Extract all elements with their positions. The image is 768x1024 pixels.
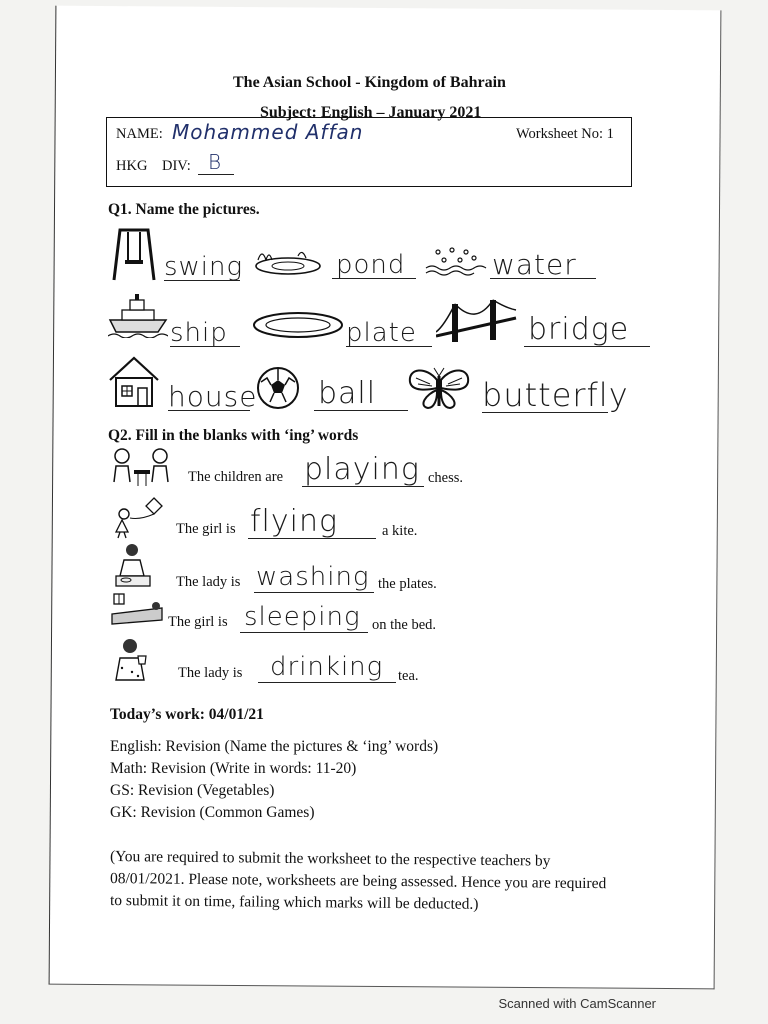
note-line-3: to submit it on time, failing which marks will be deducted.) [109, 892, 479, 913]
q2-s2-answer: flying [250, 504, 339, 539]
q1-answer-plate: plate [346, 318, 417, 348]
div-label: DIV: [162, 158, 191, 174]
water-icon [424, 246, 488, 276]
q2-s1-before: The children are [188, 469, 284, 485]
q2-s1-answer: playing [304, 452, 420, 487]
ball-icon [256, 366, 300, 410]
q2-heading: Q2. Fill in the blanks with ‘ing’ words [108, 427, 359, 444]
name-label: NAME: [116, 126, 163, 142]
q2-s2-after: a kite. [382, 523, 418, 539]
worksheet-number: Worksheet No: 1 [516, 126, 614, 142]
school-title: The Asian School - Kingdom of Bahrain [233, 74, 506, 91]
q1-answer-swing: swing [164, 252, 244, 282]
bridge-icon [436, 296, 518, 344]
q1-heading: Q1. Name the pictures. [108, 201, 260, 218]
children-chess-icon [108, 446, 176, 488]
todays-work-line-3: GS: Revision (Vegetables) [110, 782, 275, 799]
division-value: B [208, 150, 223, 174]
todays-work-line-4: GK: Revision (Common Games) [110, 804, 315, 821]
lady-washing-icon [112, 542, 156, 588]
q2-s4-answer: sleeping [244, 602, 361, 632]
q2-s3-after: the plates. [378, 576, 437, 592]
todays-work-line-1: English: Revision (Name the pictures & ‘ing’ words) [110, 738, 439, 755]
q2-s5-answer: drinking [270, 652, 384, 682]
q1-answer-pond: pond [336, 250, 406, 280]
class-label: HKG [116, 158, 148, 174]
swing-icon [110, 226, 158, 282]
pond-icon [252, 246, 322, 276]
q2-s1-after: chess. [428, 470, 464, 486]
q2-s4-after: on the bed. [372, 617, 437, 633]
lady-drinking-icon [112, 636, 152, 684]
q2-s5-after: tea. [398, 668, 419, 684]
q2-s5-before: The lady is [178, 665, 243, 681]
house-icon [108, 356, 160, 408]
girl-sleeping-icon [110, 592, 164, 626]
butterfly-icon [406, 366, 472, 412]
girl-kite-icon [110, 496, 166, 540]
q2-s3-before: The lady is [176, 574, 241, 590]
q1-answer-ball: ball [318, 376, 377, 411]
student-name: Mohammed Affan [172, 120, 364, 144]
q1-answer-ship: ship [170, 318, 228, 348]
todays-work-line-2: Math: Revision (Write in words: 11-20) [110, 760, 357, 777]
ship-icon [108, 292, 168, 338]
q2-s3-answer: washing [256, 562, 370, 592]
scanner-watermark: Scanned with CamScanner [498, 996, 656, 1011]
q1-answer-water: water [492, 248, 577, 281]
q1-answer-house: house [168, 380, 258, 413]
note-line-1: (You are required to submit the worksheet to the respective teachers by [109, 848, 551, 870]
q2-s4-before: The girl is [168, 614, 228, 630]
q1-answer-butterfly: butterfly [482, 376, 629, 414]
plate-icon [252, 310, 344, 340]
q2-s2-before: The girl is [176, 521, 236, 537]
subject-title: Subject: English – January 2021 [260, 104, 482, 121]
note-line-2: 08/01/2021. Please note, worksheets are being assessed. Hence you are required [109, 870, 607, 893]
q1-answer-bridge: bridge [528, 312, 630, 347]
todays-work-heading: Today’s work: 04/01/21 [110, 706, 264, 723]
